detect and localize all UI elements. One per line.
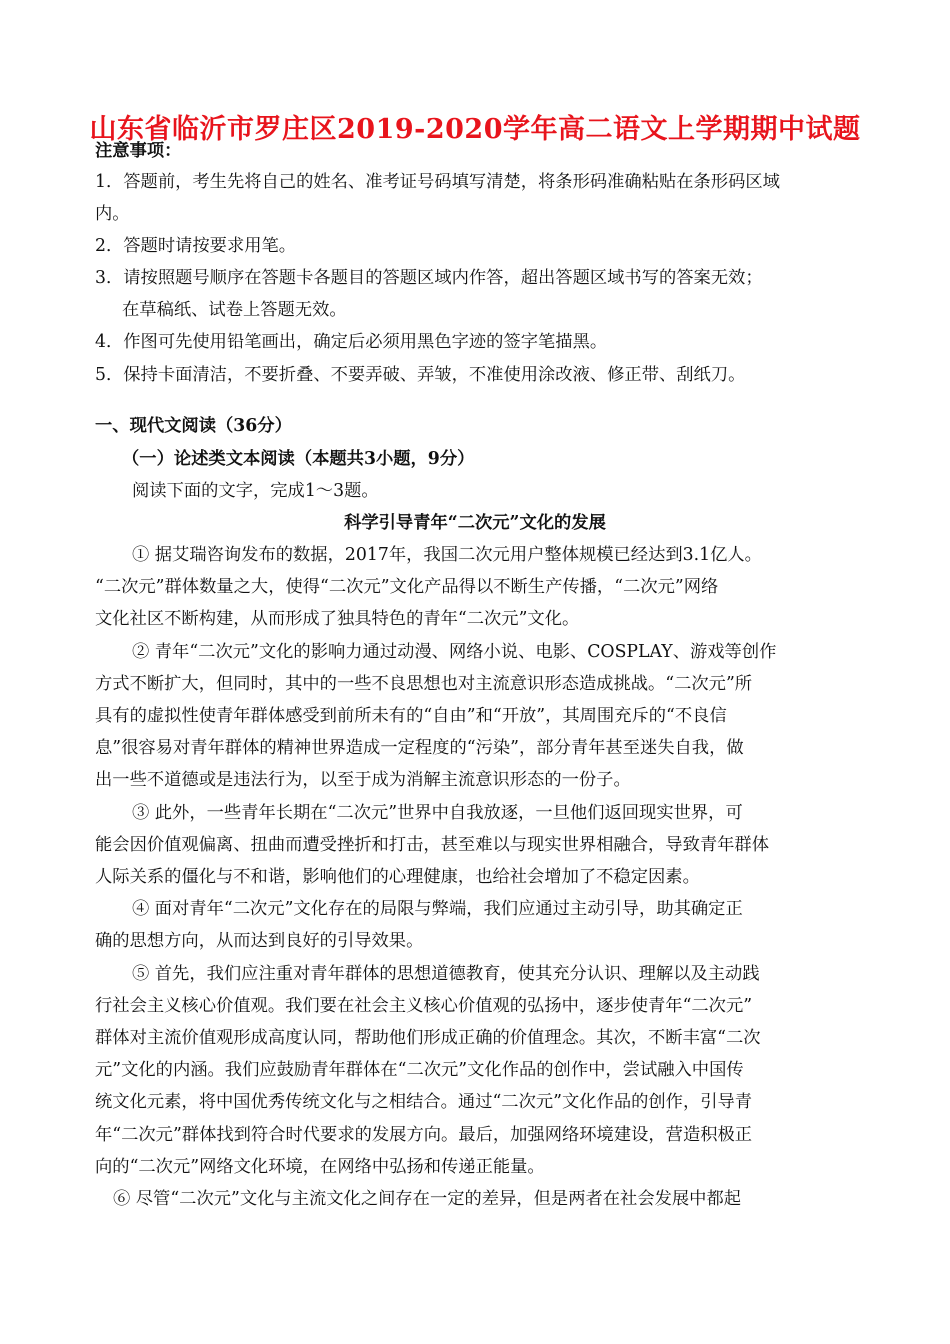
notice-line: 在草稿纸、试卷上答题无效。 — [122, 300, 347, 320]
article-title: 科学引导青年“二次元”文化的发展 — [344, 513, 606, 533]
document-title: 山东省临沂市罗庄区2019-2020学年高二语文上学期期中试题 — [89, 114, 861, 145]
article-line: 群体对主流价值观形成高度认同，帮助他们形成正确的价值理念。其次，不断丰富“二次 — [95, 1028, 761, 1048]
article-line: 方式不断扩大，但同时，其中的一些不良思想也对主流意识形态造成挑战。“二次元”所 — [95, 674, 753, 694]
notice-heading: 注意事项： — [95, 141, 182, 161]
article-line: ⑤ 首先，我们应注重对青年群体的思想道德教育，使其充分认识、理解以及主动践 — [132, 964, 760, 984]
article-line: ⑥ 尽管“二次元”文化与主流文化之间存在一定的差异，但是两者在社会发展中都起 — [113, 1189, 742, 1209]
article-line: 能会因价值观偏离、扭曲而遭受挫折和打击，甚至难以与现实世界相融合，导致青年群体 — [95, 835, 769, 855]
article-line: 文化社区不断构建，从而形成了独具特色的青年“二次元”文化。 — [95, 609, 580, 629]
article-line: ③ 此外，一些青年长期在“二次元”世界中自我放逐，一旦他们返回现实世界，可 — [132, 803, 743, 823]
notice-line: 5．保持卡面清洁，不要折叠、不要弄破、弄皱，不准使用涂改液、修正带、刮纸刀。 — [95, 365, 746, 385]
article-line: 人际关系的僵化与不和谐，影响他们的心理健康，也给社会增加了不稳定因素。 — [95, 867, 700, 887]
article-line: “二次元”群体数量之大，使得“二次元”文化产品得以不断生产传播，“二次元”网络 — [95, 577, 719, 597]
notice-line: 3．请按照题号顺序在答题卡各题目的答题区域内作答，超出答题区域书写的答案无效； — [95, 268, 763, 288]
article-line: 行社会主义核心价值观。我们要在社会主义核心价值观的弘扬中，逐步使青年“二次元” — [95, 996, 753, 1016]
notice-line: 1．答题前，考生先将自己的姓名、准考证号码填写清楚，将条形码准确粘贴在条形码区域 — [95, 172, 780, 192]
article-line: ④ 面对青年“二次元”文化存在的局限与弊端，我们应通过主动引导，助其确定正 — [132, 899, 743, 919]
article-line: 确的思想方向，从而达到良好的引导效果。 — [95, 931, 424, 951]
article-line: 息”很容易对青年群体的精神世界造成一定程度的“污染”，部分青年甚至迷失自我，做 — [95, 738, 744, 758]
section-heading: 一、现代文阅读（36分） — [95, 416, 292, 436]
article-line: ① 据艾瑞咨询发布的数据，2017年，我国二次元用户整体规模已经达到3.1亿人。 — [132, 545, 762, 565]
article-line: 出一些不道德或是违法行为，以至于成为消解主流意识形态的一份子。 — [95, 770, 631, 790]
article-line: ② 青年“二次元”文化的影响力通过动漫、网络小说、电影、COSPLAY、游戏等创作 — [132, 642, 777, 662]
article-line: 具有的虚拟性使青年群体感受到前所未有的“自由”和“开放”，其周围充斥的“不良信 — [95, 706, 727, 726]
notice-line: 2．答题时请按要求用笔。 — [95, 236, 297, 256]
instruction: 阅读下面的文字，完成1～3题。 — [132, 481, 379, 501]
article-line: 统文化元素，将中国优秀传统文化与之相结合。通过“二次元”文化作品的创作，引导青 — [95, 1092, 753, 1112]
article-line: 年“二次元”群体找到符合时代要求的发展方向。最后，加强网络环境建设，营造积极正 — [95, 1125, 753, 1145]
article-line: 向的“二次元”网络文化环境，在网络中弘扬和传递正能量。 — [95, 1157, 545, 1177]
notice-line: 4．作图可先使用铅笔画出，确定后必须用黑色字迹的签字笔描黑。 — [95, 332, 608, 352]
subsection-heading: （一）论述类文本阅读（本题共3小题，9分） — [122, 449, 475, 469]
article-line: 元”文化的内涵。我们应鼓励青年群体在“二次元”文化作品的创作中，尝试融入中国传 — [95, 1060, 744, 1080]
notice-line: 内。 — [95, 204, 130, 224]
